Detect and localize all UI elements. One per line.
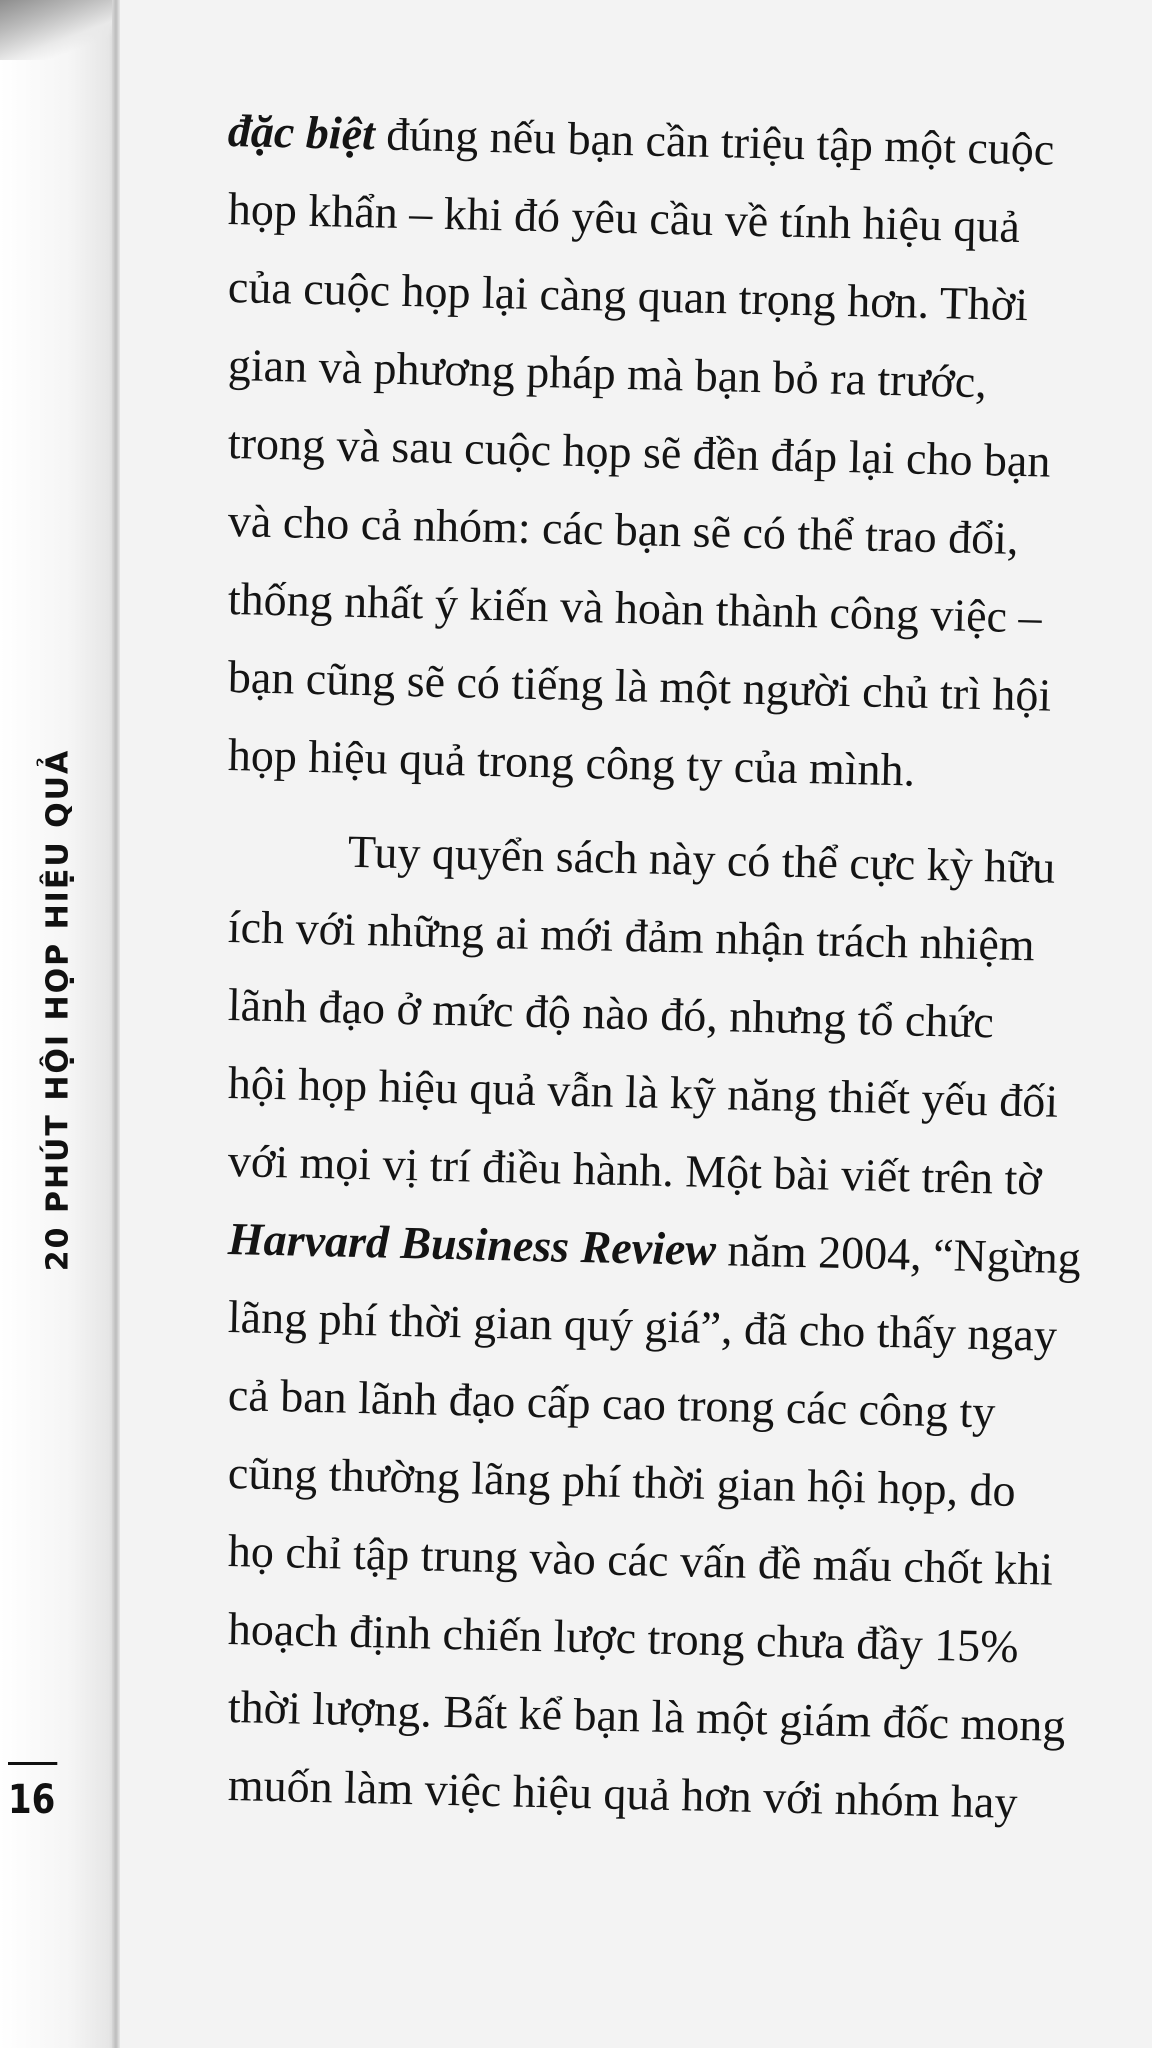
text-line: gian và phương pháp mà bạn bỏ ra trước,: [227, 339, 988, 408]
text-line: lãng phí thời gian quý giá”, đã cho thấy ngay: [227, 1291, 1058, 1361]
line-text: năm 2004, “Ngừng: [715, 1224, 1082, 1284]
text-line: cũng thường lãng phí thời gian hội họp, do: [227, 1447, 1017, 1516]
text-line: Tuy quyển sách này có thể cực kỳ hữu: [347, 825, 1056, 893]
book-spine-edge: [112, 0, 120, 2048]
page-number-value: 16: [8, 1777, 56, 1823]
text-line: với mọi vị trí điều hành. Một bài viết trên tờ: [227, 1135, 1043, 1205]
text-line: họ chỉ tập trung vào các vấn đề mấu chốt khi: [227, 1525, 1054, 1595]
text-line: lãnh đạo ở mức độ nào đó, nhưng tổ chức: [227, 979, 995, 1048]
text-line: họp khẩn – khi đó yêu cầu về tính hiệu quả: [227, 183, 1021, 252]
text-line: và cho cả nhóm: các bạn sẽ có thể trao đổi,: [227, 495, 1020, 564]
body-text: [227, 92, 1108, 1828]
text-line: ích với những ai mới đảm nhận trách nhiệm: [227, 901, 1036, 971]
text-line: của cuộc họp lại càng quan trọng hơn. Thời: [227, 261, 1029, 331]
text-line: thời lượng. Bất kể bạn là một giám đốc mong: [227, 1681, 1066, 1751]
text-line: trong và sau cuộc họp sẽ đền đáp lại cho bạn: [227, 417, 1052, 487]
text-line: hoạch định chiến lược trong chưa đầy 15%: [227, 1603, 1020, 1672]
line-text: đúng nếu bạn cần triệu tập một cuộc: [374, 108, 1055, 175]
paragraph-1: [228, 92, 1108, 794]
text-line: muốn làm việc hiệu quả hơn với nhóm hay: [227, 1759, 1019, 1828]
page-corner-shadow: [0, 0, 120, 60]
page-number: [8, 1762, 57, 1823]
emphasis-text: đặc biệt: [227, 105, 376, 160]
text-line: họp hiệu quả trong công ty của mình.: [227, 729, 916, 796]
text-line: hội họp hiệu quả vẫn là kỹ năng thiết yếu đối: [227, 1057, 1059, 1127]
text-line: bạn cũng sẽ có tiếng là một người chủ trì hội: [227, 651, 1052, 721]
paragraph-2: [227, 810, 1108, 1828]
text-line: cả ban lãnh đạo cấp cao trong các công ty: [227, 1369, 996, 1438]
emphasis-text: Harvard Business Review: [227, 1213, 717, 1276]
running-title: 20 PHÚT HỘI HỌP HIỆU QUẢ: [40, 748, 76, 1272]
text-line: thống nhất ý kiến và hoàn thành công việc –: [227, 573, 1043, 643]
